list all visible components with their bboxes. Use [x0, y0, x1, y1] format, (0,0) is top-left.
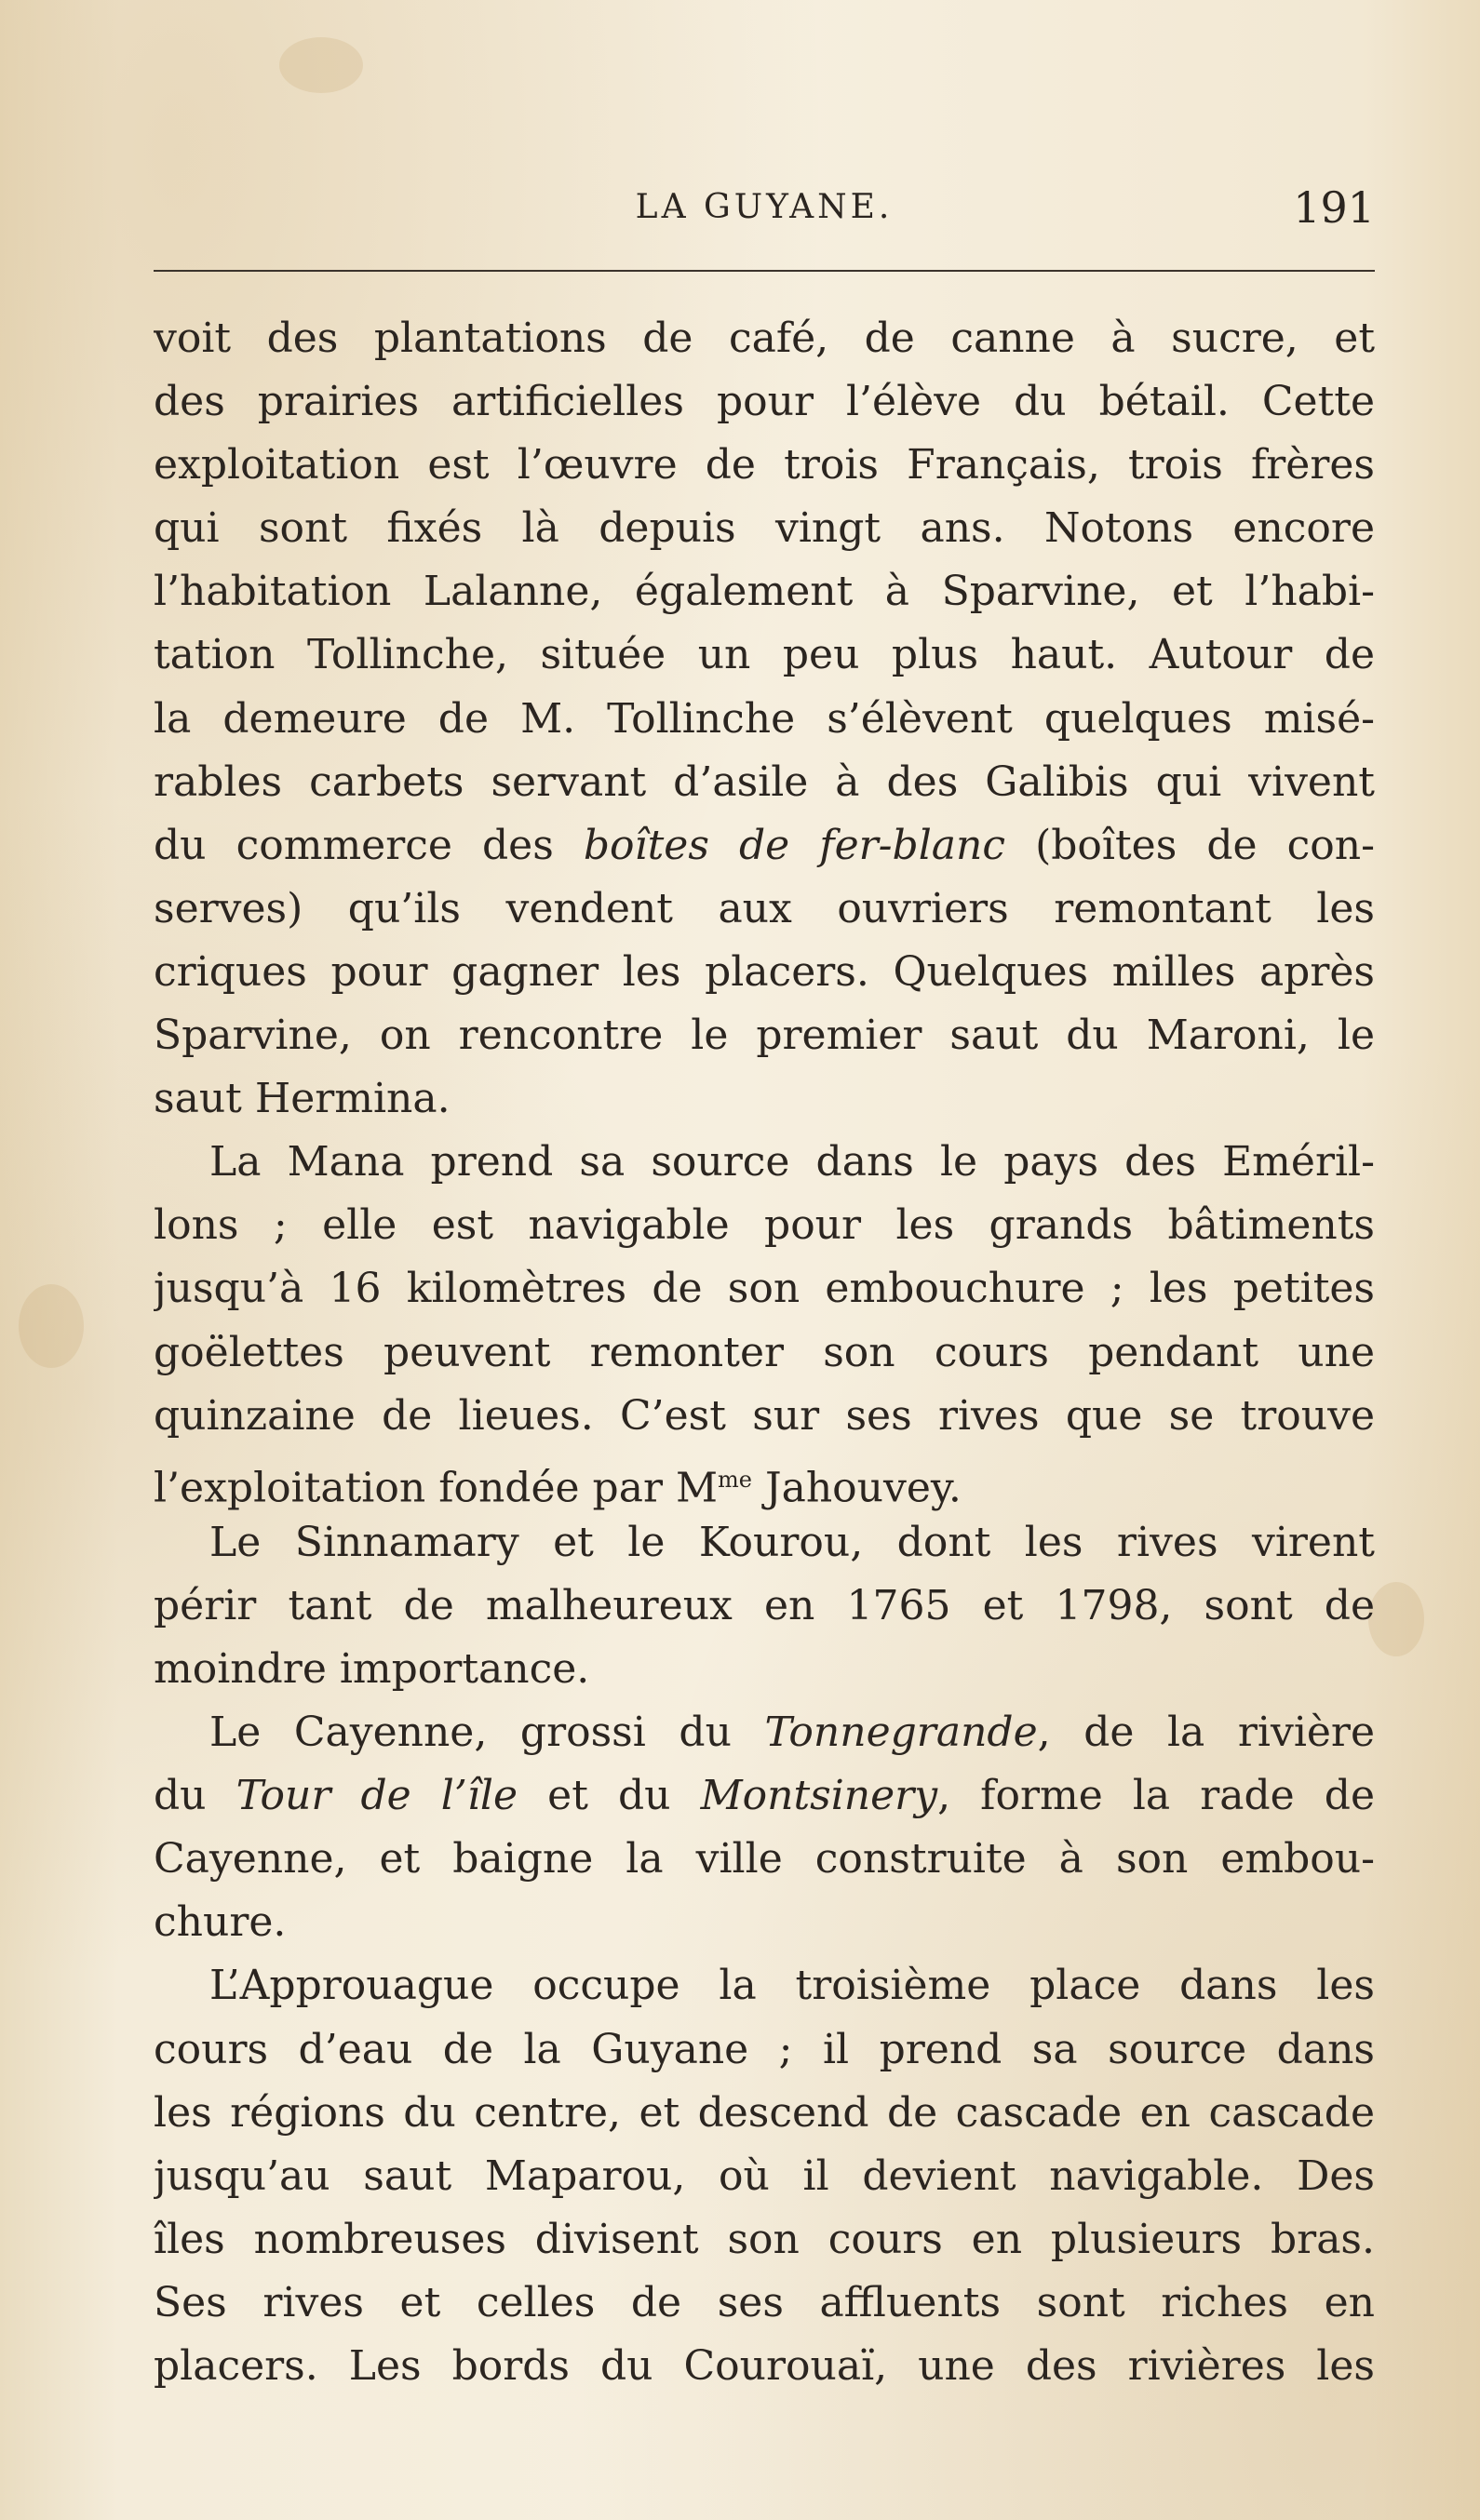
page-header [154, 182, 1375, 244]
italic-phrase: Montsinery [700, 1772, 938, 1820]
text-line: jusqu’à 16 kilomètres de son embouchure ; les petites [154, 1265, 1375, 1313]
text-line: Sparvine, on rencontre le premier saut du Maroni, le [154, 1012, 1375, 1060]
text-line: rables carbets servant d’asile à des Galibis qui vivent [154, 757, 1375, 806]
text-line: îles nombreuses divisent son cours en plusieurs bras. [154, 2215, 1375, 2263]
superscript: me [718, 1466, 752, 1493]
text-line: du Tour de l’île et du Montsinery, forme la rade de [154, 1772, 1375, 1820]
italic-phrase: Tour de l’île [235, 1772, 518, 1820]
text-line: chure. [154, 1898, 287, 1947]
text-line: saut Hermina. [154, 1075, 451, 1123]
text-line: Le Cayenne, grossi du Tonnegrande, de la rivière [209, 1709, 1375, 1757]
text-line: jusqu’au saut Maparou, où il devient navigable. Des [154, 2151, 1375, 2200]
text-line: voit des plantations de café, de canne à sucre, et [154, 315, 1375, 362]
text-line: goëlettes peuvent remonter son cours pendant une [154, 1328, 1375, 1376]
text-line: La Mana prend sa source dans le pays des Eméril- [209, 1138, 1375, 1186]
text-line: exploitation est l’œuvre de trois Français, trois frères [154, 441, 1375, 489]
running-title: LA GUYANE. [635, 188, 894, 226]
paper-stain [279, 37, 363, 93]
paper-stain [1368, 1582, 1424, 1656]
text-line: Cayenne, et baigne la ville construite à son embou- [154, 1835, 1375, 1883]
text-line: lons ; elle est navigable pour les grands bâtiments [154, 1201, 1375, 1250]
text-line: serves) qu’ils vendent aux ouvriers remontant les [154, 884, 1375, 932]
text-line: Le Sinnamary et le Kourou, dont les rives virent [209, 1518, 1375, 1566]
text-line: quinzaine de lieues. C’est sur ses rives que se trouve [154, 1391, 1375, 1440]
text-line: moindre importance. [154, 1644, 590, 1693]
paper-stain [19, 1284, 84, 1368]
italic-phrase: boîtes de fer-blanc [583, 821, 1005, 869]
page-number: 191 [1293, 182, 1375, 233]
italic-phrase: Tonnegrande [764, 1709, 1038, 1757]
text-line: Ses rives et celles de ses affluents sont riches en [154, 2278, 1375, 2326]
text-line: qui sont fixés là depuis vingt ans. Notons encore [154, 504, 1375, 553]
text-line: du commerce des boîtes de fer-blanc (boîtes de con- [154, 821, 1375, 869]
body-text [154, 307, 1375, 2398]
text-line: périr tant de malheureux en 1765 et 1798, sont de [154, 1581, 1375, 1629]
text-line: l’exploitation fondée par $M^{me}$ Jahouvey. [154, 1464, 962, 1511]
header-rule [154, 270, 1375, 272]
text-line: criques pour gagner les placers. Quelques milles après [154, 947, 1375, 996]
text-line: la demeure de M. Tollinche s’élèvent quelques misé- [154, 694, 1375, 743]
text-line: l’habitation Lalanne, également à Sparvine, et l’habi- [154, 568, 1375, 616]
text-line: des prairies artificielles pour l’élève du bétail. Cette [154, 378, 1375, 426]
text-line: tation Tollinche, située un peu plus haut. Autour de [154, 631, 1375, 679]
text-line: placers. Les bords du Courouaï, une des rivières les [154, 2342, 1375, 2390]
text-line: cours d’eau de la Guyane ; il prend sa source dans [154, 2025, 1375, 2073]
text-line: L’Approuague occupe la troisième place dans les [209, 1962, 1375, 2010]
text-line: les régions du centre, et descend de cascade en cascade [154, 2088, 1375, 2137]
